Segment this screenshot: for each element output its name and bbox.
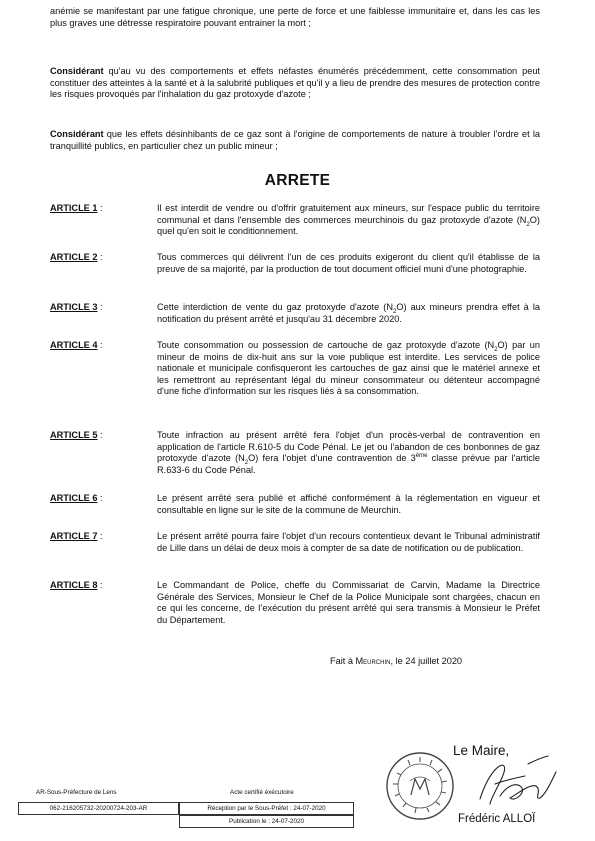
considerant-keyword: Considérant	[50, 66, 104, 76]
considerant-paragraph-2	[50, 129, 540, 152]
article-label: ARTICLE 8 :	[50, 580, 103, 590]
article-text: Le présent arrêté pourra faire l'objet d'un recours contentieux devant le Tribunal administratif de Lille dans un délai de deux mois à compter de sa date de notification ou de publication.	[157, 531, 540, 553]
certified-label: Acte certifié éxécutoire	[230, 789, 294, 796]
article-label: ARTICLE 6 :	[50, 493, 103, 503]
ar-reference: 062-216205732-20200724-203-AR	[18, 802, 179, 815]
municipal-seal-icon	[385, 751, 455, 821]
intro-text-1: anémie se manifestant par une fatigue chronique, une perte de force et une faiblesse immunitaire et, dans les cas les plus graves une détresse respiratoire pouvant entrainer la mort ;	[50, 6, 540, 28]
article-label: ARTICLE 5 :	[50, 430, 103, 440]
handwritten-signature-icon	[470, 754, 560, 814]
considerant-paragraph-1	[50, 66, 540, 101]
article-label: ARTICLE 2 :	[50, 252, 103, 262]
article-text: Toute infraction au présent arrêté fera l'objet d'un procès-verbal de contravention en application de l'article R.610-5 du Code Pénal. Le jet ou l'abandon de ces bonbonnes de gaz protoxyde d'azote $(N_2O)$ fera l'objet d'une contravention de 3ème classe prévue par l'article R.633-6 du Code Pénal.	[157, 430, 540, 475]
considerant-text-1: qu'au vu des comportements et effets néfastes énumérés précédemment, cette consommation peut constituer des atteintes à la santé et à la salubrité publiques et qu'il y a lieu de prendre des mesures de protection contre les risques provoqués par l'inhalation du gaz protoxyde d'azote ;	[50, 66, 541, 100]
mayor-title: Le Maire,	[453, 743, 510, 758]
arrete-heading: ARRETE	[264, 172, 331, 189]
article-text: Il est interdit de vendre ou d'offrir gratuitement aux mineurs, sur l'espace public du territoire communal et dans l'ensemble des commerces meurchinois du gaz protoxyde d'azote $(N_2O)$ quel qu'en soit le conditionnement.	[157, 203, 540, 237]
article-text: Le Commandant de Police, cheffe du Commissariat de Carvin, Madame la Directrice Générale des Services, Monsieur le Chef de la Police Municipale sont chargées, chacun en ce qui les concerne, de l’exécution du présent arrêté qui sera transmis à Monsieur le Préfet du Département.	[157, 580, 540, 625]
article-text: Cette interdiction de vente du gaz protoxyde d'azote $(N_2O)$ aux mineurs prendra effet à la notification du présent arrêté et jusqu'au 31 décembre 2020.	[157, 302, 540, 324]
article-label: ARTICLE 7 :	[50, 531, 103, 541]
place-and-date: Fait à Meurchin, le 24 juillet 2020	[330, 656, 463, 666]
ar-issuer: AR-Sous-Préfecture de Lens	[36, 789, 117, 796]
considerant-keyword: Considérant	[50, 129, 104, 139]
reception-date: Réception par le Sous-Préfet : 24-07-2020	[179, 802, 354, 815]
article-text: Toute consommation ou possession de cartouche de gaz protoxyde d'azote $(N_2O)$ par un mineur de moins de dix-huit ans sur la voie publique est interdite. Les services de police nationale et municipale confisqueront les cartouches de gaz ainsi que le matériel annexe et les remettront au représentant légal du mineur consommateur ou détenteur accompagné d'une fiche d'information sur les risques liés à sa consommation.	[157, 340, 540, 397]
article-text: Le présent arrêté sera publié et affiché conformément à la réglementation en vigueur et consultable en ligne sur le site de la commune de Meurchin.	[157, 493, 540, 515]
article-label: ARTICLE 4 :	[50, 340, 103, 350]
mayor-name: Frédéric ALLOÏ	[458, 813, 536, 825]
publication-date: Publication le : 24-07-2020	[179, 815, 354, 828]
article-label: ARTICLE 3 :	[50, 302, 103, 312]
considerant-text-2: que les effets désinhibants de ce gaz sont à l'origine de comportements de nature à troubler l'ordre et la tranquillité publics, en particulier chez un public mineur ;	[50, 129, 540, 151]
intro-paragraph-1	[50, 6, 540, 29]
article-text: Tous commerces qui délivrent l'un de ces produits exigeront du client qu'il établisse de la preuve de sa majorité, par la production de tout document officiel muni d'une photographie.	[157, 252, 540, 274]
article-label: ARTICLE 1 :	[50, 203, 103, 213]
